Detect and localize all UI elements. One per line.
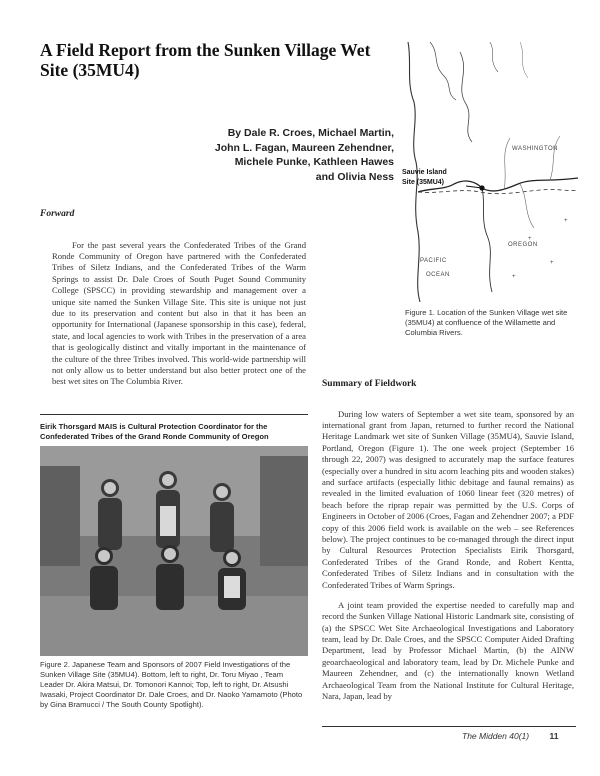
- svg-text:+: +: [550, 260, 555, 266]
- journal-name: The Midden 40(1): [462, 731, 530, 741]
- forward-heading: Forward: [40, 209, 75, 219]
- footer-rule: [322, 726, 576, 727]
- map-label-ocean: OCEAN: [426, 272, 450, 278]
- summary-paragraph: During low waters of September a wet site team, sponsored by an international grant from Japan, returned to further record the National Heritage Landmark wet site of Sunken Village (35MU4), Sauvie Island, Portland, Oregon (Figure 1). The one week project (September 16 through 22, 2007) was designed to accurately map the surface features (especially over a hundred in situ acorn leaching pits and wooden stakes) and surface artifacts (especially lithic debitage and faunal remains) as revealed in the limited evaluation of 1060 linear feet (320 metres) of beach before the riprap repair was permitted by the U.S. Corps of Engineers in October of 2006 (Croes, Fagan and Zehendner 2007; a PDF copy of this 2006 field work is available on the web – see References below). The project continues to be co-managed through the direct input by Cultural Resources Protection Specialists Eirik Thorsgard, Confederated Tribes of the Grand Ronde, and Robert Kentta, Confederated Tribes of Siletz Indians and in consultation with the Confederated Tribes of Warm Springs.: [322, 408, 574, 590]
- article-title: A Field Report from the Sunken Village Wet Site (35MU4): [40, 40, 371, 80]
- page-footer: [462, 731, 558, 741]
- team-photo: [40, 446, 308, 656]
- svg-text:+: +: [512, 274, 517, 280]
- location-map: [400, 42, 578, 302]
- map-label-site-line1: Sauvie Island: [402, 169, 447, 176]
- author-line: By Dale R. Croes, Michael Martin,: [227, 127, 394, 139]
- map-caption: Figure 1. Location of the Sunken Village wet site (35MU4) at confluence of the Willamette and Columbia Rivers.: [405, 308, 568, 337]
- svg-text:+: +: [564, 218, 569, 224]
- page-number: 11: [549, 731, 559, 741]
- summary-heading: Summary of Fieldwork: [322, 379, 417, 389]
- map-label-site-line2: Site (35MU4): [402, 179, 445, 186]
- svg-text:+: +: [528, 236, 533, 242]
- summary-paragraph: A joint team provided the expertise needed to carefully map and record the Sunken Village National Historic Landmark site, consisting of (a) the SPSCC Wet Site Archaeological Investigations and Laboratory team, lead by Dr. Dale Croes, and the SPSCC Computer Aided Drafting Department, lead by Professor Michael Martin, (b) the AINW geoarchaeological and laboratory team, lead by Dr. Michele Punke and Maureen Zehendner, and (c) the internationally known Wetland Archaeological Team from the National Institute for Cultural Heritage, Nara, Japan, lead by: [322, 599, 574, 701]
- forward-paragraph: For the past several years the Confederated Tribes of the Grand Ronde Community of Oregon have partnered with the Confederated Tribes of Siletz Indians, and the Confederated Tribes of the Warm Springs to assist Dr. Dale Croes of South Puget Sound Community College (SPSCC) in providing stewardship and management over a unique site named the Sunken Village Site. This site is unique not just due to its preservation and content but also in that it has been an opportunity for International (Japanese sponsorship in this case), federal, state, and local agencies to work with Tribes in the preservation of a area that is geologically distinct and vitally important in the maintenance of the culture of the three Tribes involved. This world-wide partnership will not only allow us to better understand but also better protect one of the best wet sites on The Columbia River.: [52, 239, 306, 387]
- author-line: and Olivia Ness: [315, 170, 394, 183]
- photo-top-caption: Eirik Thorsgard MAIS is Cultural Protection Coordinator for the Confederated Tribes of the Grand Ronde Community of Oregon: [40, 422, 269, 441]
- map-label-washington: WASHINGTON: [512, 146, 559, 152]
- team-photo-graphic: [40, 446, 308, 656]
- author-list: [200, 126, 394, 184]
- map-label-pacific: PACIFIC: [420, 258, 447, 264]
- divider: [40, 414, 308, 415]
- forward-body: [52, 231, 306, 396]
- author-line: Michele Punke, Kathleen Hawes: [234, 156, 394, 168]
- author-line: John L. Fagan, Maureen Zehendner,: [214, 141, 394, 154]
- photo-caption: Figure 2. Japanese Team and Sponsors of 2007 Field Investigations of the Sunken Village Site (35MU4). Bottom, left to right, Dr. Toru Miyao , Team Leader Dr. Akira Matsui, Dr. Tomonori Kannoi; Top, left to right, Dr. Atsushi Iwasaki, Project Coordinator Dr. Dale Croes, and Dr. Naoko Yamamoto (Photo by Gina Bramucci / The South County Spotlight).: [40, 660, 303, 709]
- summary-body: [322, 400, 574, 711]
- map-label-oregon: OREGON: [508, 242, 538, 248]
- site-marker-icon: [479, 185, 484, 190]
- map-graphic: [400, 42, 578, 302]
